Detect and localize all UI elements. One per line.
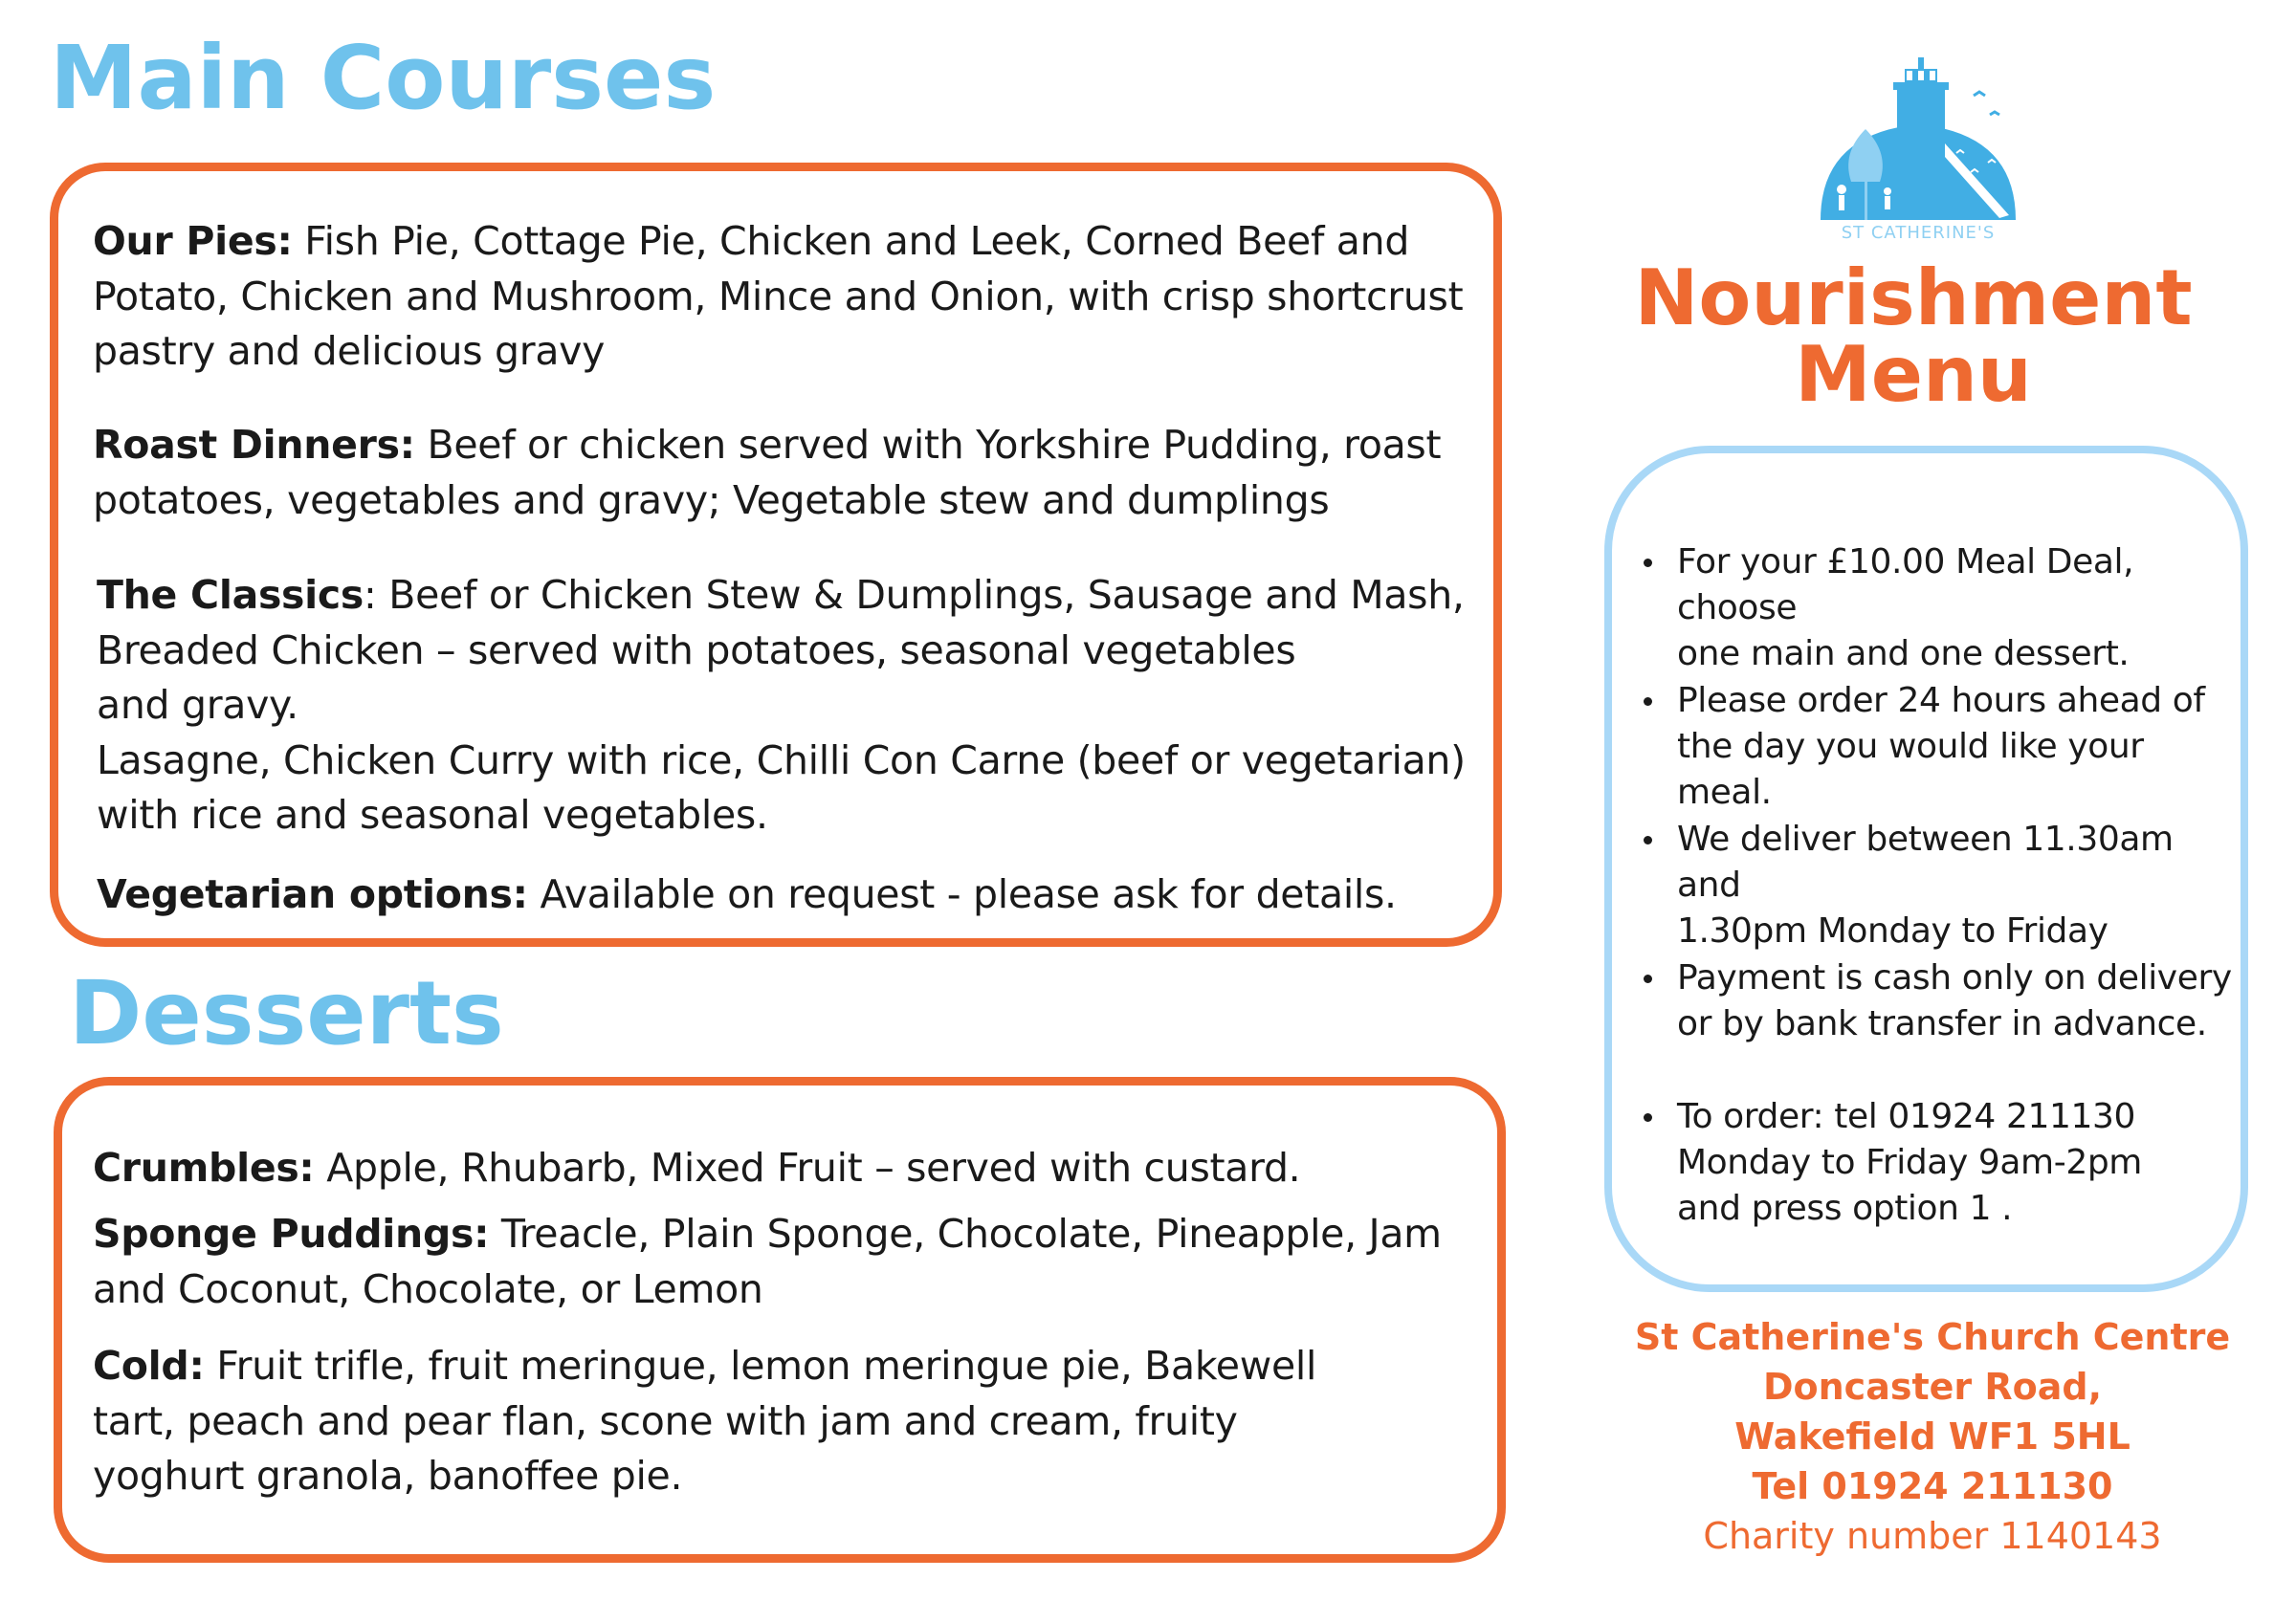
info-text	[1677, 539, 2241, 677]
bullet	[1644, 1113, 1652, 1122]
main-courses-heading: Main Courses	[50, 27, 717, 129]
classics-text-line2: Breaded Chicken – served with potatoes, seasonal vegetables	[97, 626, 1296, 673]
title-line1: Nourishment	[1634, 253, 2193, 342]
info-line: For your £10.00 Meal Deal, choose	[1677, 542, 2134, 627]
info-line: or by bank transfer in advance.	[1677, 1004, 2207, 1043]
contact-road: Doncaster Road,	[1762, 1366, 2103, 1408]
info-line: and press option 1 .	[1677, 1189, 2013, 1228]
info-line: the day you would like your meal.	[1677, 727, 2144, 812]
bullet	[1644, 559, 1652, 567]
info-box	[1604, 446, 2248, 1292]
crumbles-paragraph	[93, 1141, 1480, 1196]
info-line: To order: tel 01924 211130	[1677, 1097, 2135, 1136]
info-line: Payment is cash only on delivery	[1677, 958, 2232, 998]
info-line: We deliver between 11.30am and	[1677, 820, 2174, 905]
classics-text-line3: and gravy.	[97, 682, 298, 728]
sponge-label: Sponge Puddings:	[93, 1211, 490, 1257]
desserts-box	[54, 1077, 1506, 1563]
main-courses-box	[50, 163, 1502, 947]
church-logo-icon	[1813, 57, 2023, 249]
cold-text-line3: yoghurt granola, banoffee pie.	[93, 1453, 683, 1499]
sponge-paragraph	[93, 1207, 1480, 1317]
contact-tel: Tel 01924 211130	[1752, 1465, 2113, 1507]
info-line: one main and one dessert.	[1677, 634, 2130, 673]
bullet	[1644, 836, 1652, 844]
cold-label: Cold:	[93, 1343, 205, 1389]
bullet	[1644, 975, 1652, 983]
pies-label: Our Pies:	[93, 218, 293, 264]
cold-text-line1: Fruit trifle, fruit meringue, lemon meringue pie, Bakewell	[204, 1343, 1317, 1389]
pies-text-line3: pastry and delicious gravy	[93, 328, 606, 374]
info-text	[1677, 678, 2241, 816]
contact-name: St Catherine's Church Centre	[1634, 1316, 2231, 1358]
classics-label: The Classics	[97, 572, 364, 618]
desserts-heading: Desserts	[69, 962, 504, 1064]
pies-paragraph	[93, 214, 1480, 380]
classics-text-line1: : Beef or Chicken Stew & Dumplings, Sausage and Mash,	[364, 572, 1465, 618]
classics-text-line5: with rice and seasonal vegetables.	[97, 792, 768, 838]
title-line2: Menu	[1795, 330, 2032, 419]
info-text	[1677, 1094, 2241, 1232]
crumbles-label: Crumbles:	[93, 1145, 315, 1191]
pies-text-line1: Fish Pie, Cottage Pie, Chicken and Leek, Corned Beef and	[292, 218, 1410, 264]
charity-number: Charity number 1140143	[1703, 1515, 2162, 1557]
pies-text-line2: Potato, Chicken and Mushroom, Mince and Onion, with crisp shortcrust	[93, 273, 1464, 319]
vegetarian-label: Vegetarian options:	[97, 871, 528, 917]
roast-label: Roast Dinners:	[93, 422, 415, 468]
cold-paragraph	[93, 1339, 1480, 1504]
bullet	[1644, 697, 1652, 706]
cold-text-line2: tart, peach and pear flan, scone with jam and cream, fruity	[93, 1397, 1238, 1444]
roast-text-line1: Beef or chicken served with Yorkshire Pudding, roast	[414, 422, 1442, 468]
info-line: Please order 24 hours ahead of	[1677, 681, 2205, 720]
vegetarian-text: Available on request - please ask for details.	[527, 871, 1397, 917]
logo-text: ST CATHERINE'S	[1841, 223, 1996, 243]
info-line: 1.30pm Monday to Friday	[1677, 911, 2108, 951]
roast-text-line2: potatoes, vegetables and gravy; Vegetable stew and dumplings	[93, 476, 1330, 523]
contact-block	[1588, 1312, 2277, 1561]
info-text	[1677, 955, 2241, 1047]
nourishment-menu-title	[1607, 253, 2219, 419]
roast-paragraph	[93, 418, 1480, 528]
classics-text-line4: Lasagne, Chicken Curry with rice, Chilli Con Carne (beef or vegetarian)	[97, 736, 1466, 783]
info-line: Monday to Friday 9am-2pm	[1677, 1143, 2142, 1182]
crumbles-text: Apple, Rhubarb, Mixed Fruit – served with custard.	[314, 1145, 1301, 1191]
info-text	[1677, 817, 2241, 954]
contact-town: Wakefield WF1 5HL	[1734, 1415, 2130, 1458]
sponge-text-line2: and Coconut, Chocolate, or Lemon	[93, 1265, 763, 1312]
sponge-text-line1: Treacle, Plain Sponge, Chocolate, Pineapple, Jam	[489, 1211, 1442, 1257]
vegetarian-paragraph	[97, 867, 1484, 923]
classics-paragraph	[97, 568, 1484, 844]
